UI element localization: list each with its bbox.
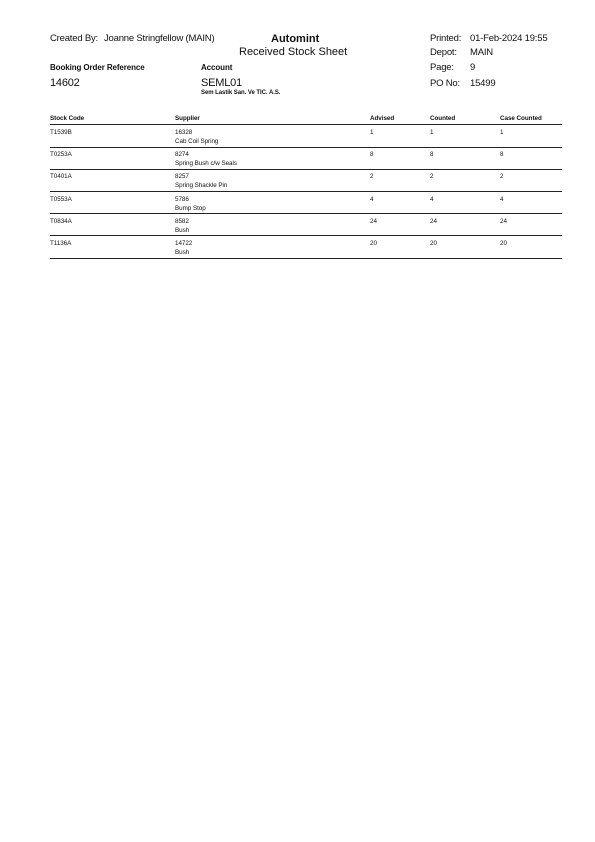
stock-code: T1136A	[50, 240, 72, 247]
supplier-code: 5786	[175, 196, 189, 203]
sheet-title: Received Stock Sheet	[239, 46, 348, 58]
col-header-counted: Counted	[430, 115, 456, 122]
case-counted-qty: 2	[500, 173, 504, 180]
counted-qty: 4	[430, 196, 434, 203]
account-label: Account	[201, 63, 233, 72]
row-divider	[50, 235, 562, 236]
po-label: PO No:	[430, 78, 460, 89]
supplier-code: 8274	[175, 151, 189, 158]
stock-code: T0401A	[50, 173, 72, 180]
counted-qty: 20	[430, 240, 437, 247]
counted-qty: 1	[430, 129, 434, 136]
page-label: Page:	[430, 62, 454, 73]
stock-code: T1539B	[50, 129, 72, 136]
advised-qty: 8	[370, 151, 374, 158]
item-description: Bush	[175, 227, 190, 234]
account-name: Sem Lastik San. Ve TIC. A.S.	[201, 90, 281, 96]
row-divider	[50, 258, 562, 259]
po-value: 15499	[470, 78, 496, 89]
advised-qty: 4	[370, 196, 374, 203]
item-description: Spring Bush c/w Seals	[175, 160, 237, 167]
company-title: Automint	[271, 33, 320, 45]
created-by-label: Created By:	[50, 33, 98, 44]
item-description: Cab Coil Spring	[175, 138, 219, 145]
case-counted-qty: 4	[500, 196, 504, 203]
col-header-stock-code: Stock Code	[50, 115, 85, 122]
counted-qty: 24	[430, 218, 437, 225]
supplier-code: 16328	[175, 129, 193, 136]
printed-value: 01-Feb-2024 19:55	[470, 33, 548, 44]
stock-code: T0834A	[50, 218, 72, 225]
stock-code: T0553A	[50, 196, 72, 203]
table-header-rule	[50, 124, 562, 125]
case-counted-qty: 24	[500, 218, 507, 225]
col-header-advised: Advised	[370, 115, 395, 122]
col-header-supplier: Supplier	[175, 115, 200, 122]
booking-ref-value: 14602	[50, 77, 80, 89]
case-counted-qty: 1	[500, 129, 504, 136]
item-description: Bump Stop	[175, 205, 206, 212]
case-counted-qty: 8	[500, 151, 504, 158]
item-description: Spring Shackle Pin	[175, 182, 228, 189]
advised-qty: 24	[370, 218, 377, 225]
row-divider	[50, 213, 562, 214]
depot-label: Depot:	[430, 47, 457, 58]
account-code: SEML01	[201, 77, 242, 89]
supplier-code: 8582	[175, 218, 189, 225]
row-divider	[50, 169, 562, 170]
advised-qty: 2	[370, 173, 374, 180]
printed-label: Printed:	[430, 33, 462, 44]
page-value: 9	[470, 62, 476, 73]
created-by-value: Joanne Stringfellow (MAIN)	[104, 33, 215, 44]
counted-qty: 8	[430, 151, 434, 158]
case-counted-qty: 20	[500, 240, 507, 247]
row-divider	[50, 191, 562, 192]
booking-ref-label: Booking Order Reference	[50, 63, 145, 72]
depot-value: MAIN	[470, 47, 493, 58]
counted-qty: 2	[430, 173, 434, 180]
advised-qty: 20	[370, 240, 377, 247]
advised-qty: 1	[370, 129, 374, 136]
item-description: Bush	[175, 249, 190, 256]
stock-code: T0253A	[50, 151, 72, 158]
row-divider	[50, 147, 562, 148]
supplier-code: 8257	[175, 173, 189, 180]
col-header-case-counted: Case Counted	[500, 115, 542, 122]
supplier-code: 14722	[175, 240, 193, 247]
